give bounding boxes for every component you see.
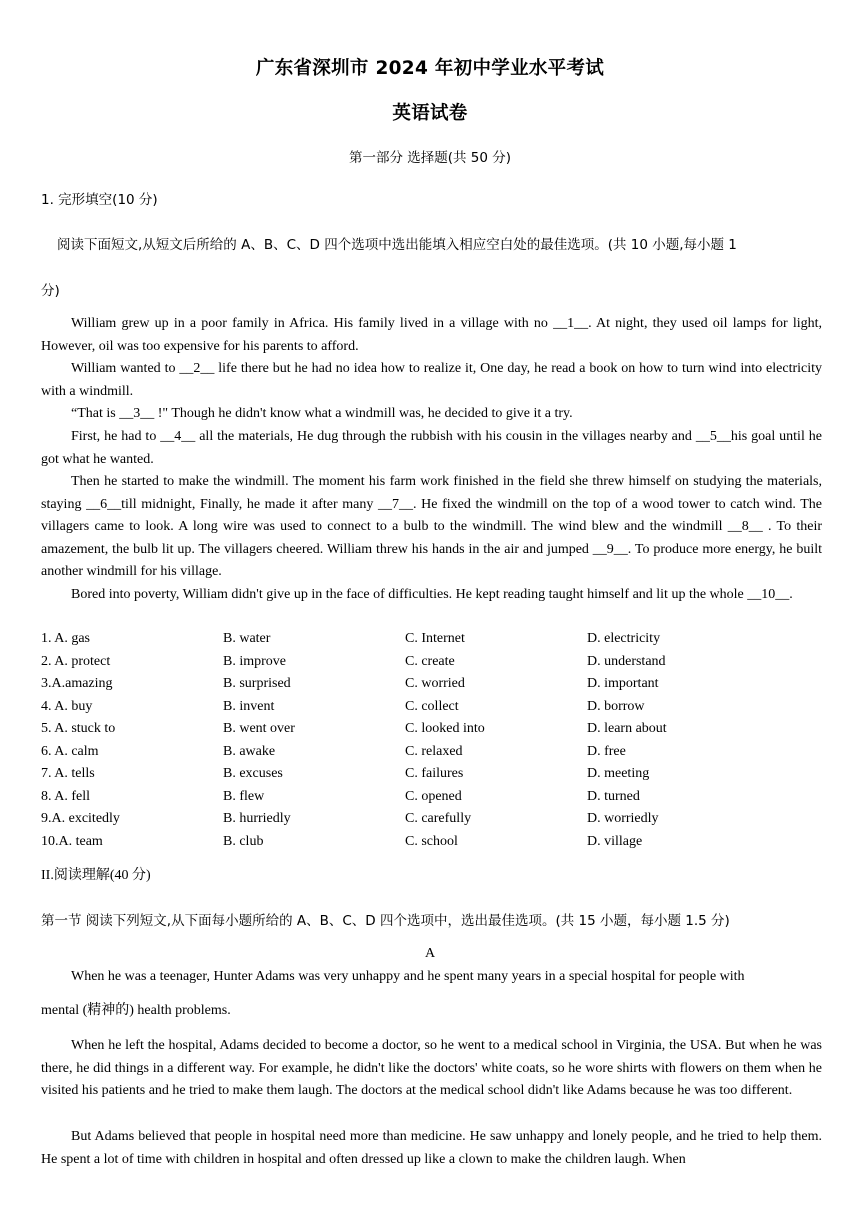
option-9b: B. hurriedly (223, 811, 291, 826)
option-6a: 6. A. calm (41, 744, 99, 759)
passage-a-line2: mental (精神的) health problems. (41, 1003, 231, 1018)
option-6c: C. relaxed (405, 744, 463, 759)
cloze-paragraph: Then he started to make the windmill. The moment his farm work finished in the field she threw himself on studying the materials, staying __6__till midnight, Finally, he made it after many __7__. He fixed the windmill on the top of a wood tower to catch wind. The villagers came to look. A long wire was used to connect to a bulb to the windmill. The wind blew and the windmill __8__ . To their amazement, the bulb lit up. The villagers cheered. William threw his hands in the air and jumped __9__. To produce more energy, he built another windmill for his village. (41, 474, 822, 580)
option-4c: C. collect (405, 699, 459, 714)
section2-heading-text: II.阅读理解(40 分) (41, 868, 151, 883)
option-4d: D. borrow (587, 699, 645, 714)
option-4a: 4. A. buy (41, 699, 93, 714)
option-1b: B. water (223, 631, 271, 646)
option-9c: C. carefully (405, 811, 472, 826)
option-5b: B. went over (223, 721, 295, 736)
passage-a-paragraph: But Adams believed that people in hospital need more than medicine. He saw unhappy and lonely people, and he tried to help them. He spent a lot of time with children in hospital and often dressed up like a clown to make the children laugh. When (41, 1129, 822, 1167)
section2-heading (41, 867, 151, 885)
cloze-paragraph: William wanted to __2__ life there but he had no idea how to realize it, One day, he read a book on how to turn wind into electricity with a windmill. (41, 361, 822, 399)
cloze-paragraph: First, he had to __4__ all the materials, He dug through the rubbish with his cousin in the villages nearby and __5__his goal until he got what he wanted. (41, 429, 822, 467)
option-5d: D. learn about (587, 721, 667, 736)
option-5c: C. looked into (405, 721, 485, 736)
option-10b: B. club (223, 834, 264, 849)
passage-a-line1: When he was a teenager, Hunter Adams was very unhappy and he spent many years in a special hospital for people with (71, 969, 745, 984)
option-8d: D. turned (587, 789, 640, 804)
passage-a-paragraph: When he left the hospital, Adams decided to become a doctor, so he went to a medical school in Virginia, the USA. But when he was there, he did things in a different way. For example, he didn't like the doctors' white coats, so he wore shirts with flowers on them when he visited his patients and he tried to make them laugh. The doctors at the medical school didn't like Adams because he was too different. (41, 1038, 822, 1099)
option-7c: C. failures (405, 766, 464, 781)
section1-instruction-line1: 阅读下面短文,从短文后所给的 A、B、C、D 四个选项中选出能填入相应空白处的最佳选项。(共 10 小题,每小题 1 (57, 237, 737, 253)
option-10d: D. village (587, 834, 643, 849)
option-8b: B. flew (223, 789, 265, 804)
cloze-paragraph: William grew up in a poor family in Africa. His family lived in a village with no __1__. At night, they used oil lamps for light, However, oil was too expensive for his parents to afford. (41, 316, 822, 354)
exam-title: 广东省深圳市 2024 年初中学业水平考试 (255, 58, 605, 79)
option-9a: 9.A. excitedly (41, 811, 120, 826)
option-5a: 5. A. stuck to (41, 721, 116, 736)
option-4b: B. invent (223, 699, 275, 714)
option-2d: D. understand (587, 654, 666, 669)
exam-subtitle: 英语试卷 (392, 103, 468, 124)
option-7d: D. meeting (587, 766, 650, 781)
option-2a: 2. A. protect (41, 654, 111, 669)
option-10c: C. school (405, 834, 458, 849)
option-3b: B. surprised (223, 676, 291, 691)
cloze-paragraph: “That is __3__ !" Though he didn't know what a windmill was, he decided to give it a try. (71, 406, 573, 421)
option-10a: 10.A. team (41, 834, 103, 849)
option-3d: D. important (587, 676, 659, 691)
option-1d: D. electricity (587, 631, 661, 646)
option-9d: D. worriedly (587, 811, 659, 826)
section1-instruction-line2: 分) (41, 283, 60, 299)
section1-heading: 1. 完形填空(10 分) (41, 192, 158, 208)
section2-instruction: 第一节 阅读下列短文,从下面每小题所给的 A、B、C、D 四个选项中，选出最佳选项。(共 15 小题，每小题 1.5 分) (41, 913, 730, 929)
part-title: 第一部分 选择题(共 50 分) (348, 150, 512, 166)
option-6b: B. awake (223, 744, 276, 759)
option-8c: C. opened (405, 789, 462, 804)
option-6d: D. free (587, 744, 626, 759)
option-8a: 8. A. fell (41, 789, 90, 804)
option-3c: C. worried (405, 676, 465, 691)
option-1a: 1. A. gas (41, 631, 90, 646)
option-7b: B. excuses (223, 766, 283, 781)
cloze-paragraph: Bored into poverty, William didn't give up in the face of difficulties. He kept reading taught himself and lit up the whole __10__. (71, 587, 793, 602)
passage-label: A (424, 946, 436, 961)
option-7a: 7. A. tells (41, 766, 95, 781)
option-2c: C. create (405, 654, 455, 669)
option-1c: C. Internet (405, 631, 465, 646)
option-2b: B. improve (223, 654, 286, 669)
option-3a: 3.A.amazing (41, 676, 113, 691)
